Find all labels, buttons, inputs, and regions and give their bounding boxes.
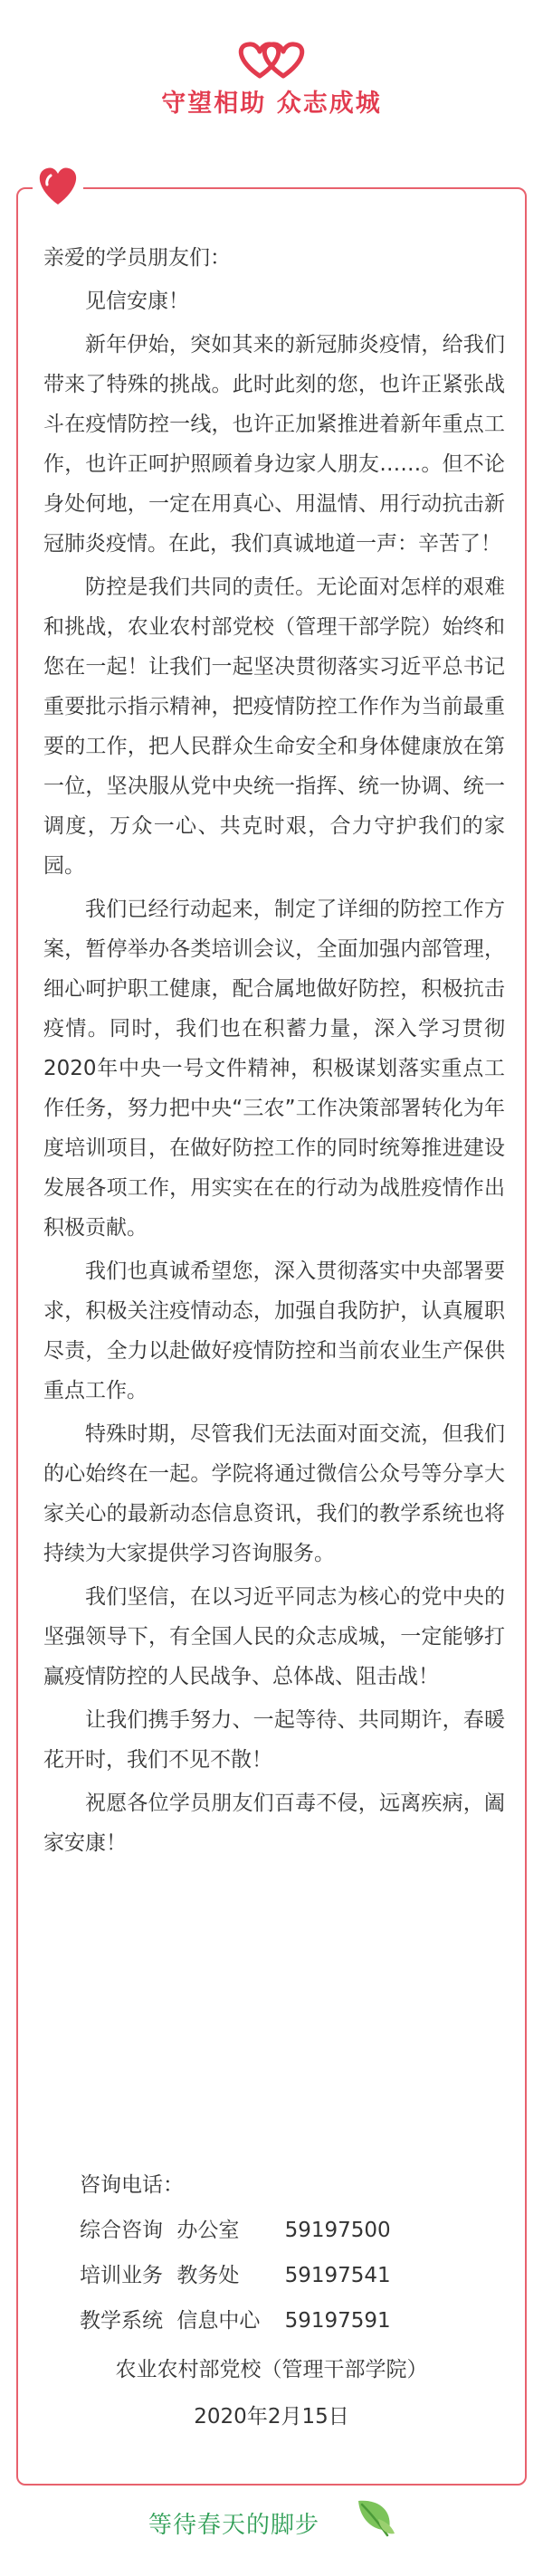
contact-service: 培训业务 — [80, 2264, 163, 2287]
logo — [0, 40, 543, 81]
contact-row — [80, 2298, 391, 2343]
salutation: 亲爱的学员朋友们： — [43, 246, 231, 270]
greeting: 见信安康！ — [85, 290, 189, 313]
letter-body — [43, 238, 505, 1867]
heart-icon — [33, 159, 83, 210]
footer-text: 等待春天的脚步 — [148, 2512, 320, 2539]
double-heart-icon — [233, 40, 310, 81]
signature-org: 农业农村部党校（管理干部学院） — [115, 2358, 428, 2381]
leaf-icon — [351, 2494, 398, 2544]
contact-row — [80, 2253, 391, 2298]
paragraph: 祝愿各位学员朋友们百毒不侵，远离疾病，阖家安康！ — [43, 1792, 505, 1855]
contact-dept: 教务处 — [176, 2264, 240, 2287]
contact-info — [80, 2163, 391, 2343]
paragraph: 新年伊始，突如其来的新冠肺炎疫情，给我们带来了特殊的挑战。此时此刻的您，也许正紧张战斗在疫情防控一线，也许正加紧推进着新年重点工作，也许正呵护照顾着身边家人朋友……。但不论身处何地，一定在用真心、用温情、用行动抗击新冠肺炎疫情。在此，我们真诚地道一声：辛苦了！ — [43, 333, 505, 556]
signature-date: 2020年2月15日 — [194, 2405, 349, 2429]
paragraph: 我们已经行动起来，制定了详细的防控工作方案，暂停举办各类培训会议，全面加强内部管理，细心呵护职工健康，配合属地做好防控，积极抗击疫情。同时，我们也在积蓄力量，深入学习贯彻2020年中央一号文件精神，积极谋划落实重点工作任务，努力把中央“三农”工作决策部署转化为年度培训项目，在做好防控工作的同时统筹推进建设发展各项工作，用实实在在的行动为战胜疫情作出积极贡献。 — [43, 898, 505, 1240]
slogan: 守望相助 众志成城 — [161, 90, 382, 118]
contact-service: 综合咨询 — [80, 2219, 163, 2242]
contact-dept: 办公室 — [176, 2219, 240, 2242]
contact-row — [80, 2208, 391, 2253]
contact-phone: 59197541 — [284, 2264, 391, 2287]
contact-phone: 59197500 — [284, 2219, 391, 2242]
paragraph: 特殊时期，尽管我们无法面对面交流，但我们的心始终在一起。学院将通过微信公众号等分享大家关心的最新动态信息资讯，我们的教学系统也将持续为大家提供学习咨询服务。 — [43, 1422, 505, 1565]
paragraph: 我们坚信，在以习近平同志为核心的党中央的坚强领导下，有全国人民的众志成城，一定能够打赢疫情防控的人民战争、总体战、阻击战！ — [43, 1585, 505, 1688]
contact-dept: 信息中心 — [176, 2309, 261, 2333]
contact-phone: 59197591 — [284, 2309, 391, 2333]
paragraph: 让我们携手努力、一起等待、共同期许，春暖花开时，我们不见不散！ — [43, 1708, 505, 1772]
paragraph: 防控是我们共同的责任。无论面对怎样的艰难和挑战，农业农村部党校（管理干部学院）始终和您在一起！让我们一起坚决贯彻落实习近平总书记重要批示指示精神，把疫情防控工作作为当前最重要的工作，把人民群众生命安全和身体健康放在第一位，坚决服从党中央统一指挥、统一协调、统一调度，万众一心、共克时艰，合力守护我们的家园。 — [43, 575, 505, 878]
paragraph: 我们也真诚希望您，深入贯彻落实中央部署要求，积极关注疫情动态，加强自我防护，认真履职尽责，全力以赴做好疫情防控和当前农业生产保供重点工作。 — [43, 1259, 505, 1402]
contact-title: 咨询电话： — [80, 2173, 184, 2197]
contact-service: 教学系统 — [80, 2309, 163, 2333]
